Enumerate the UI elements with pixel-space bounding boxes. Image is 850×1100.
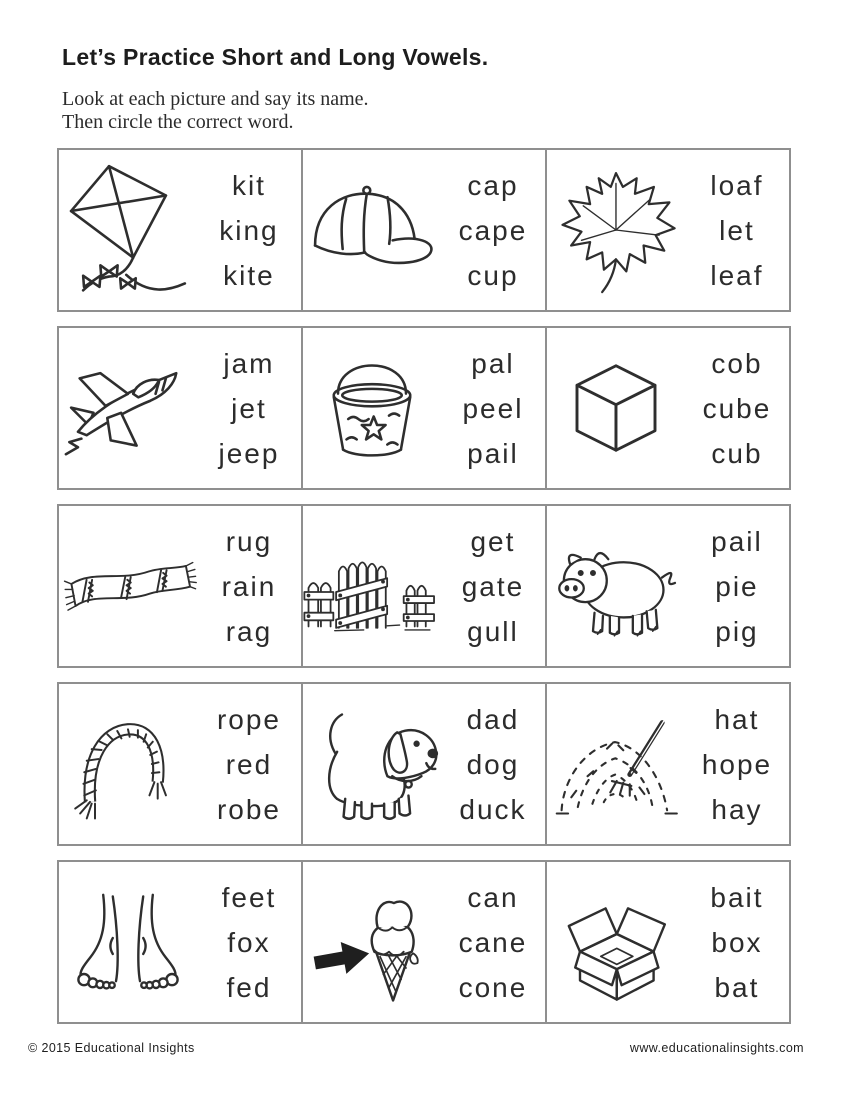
cap-image xyxy=(303,150,441,310)
cell-leaf xyxy=(545,150,789,310)
word-option[interactable]: jeep xyxy=(218,437,280,469)
cell-gate xyxy=(301,506,545,666)
word-option[interactable]: rope xyxy=(216,703,281,735)
worksheet-grid xyxy=(57,148,791,1038)
word-option[interactable]: cape xyxy=(458,214,528,246)
word-option[interactable]: kite xyxy=(223,259,275,291)
word-option[interactable]: hay xyxy=(711,793,763,825)
cell-pig xyxy=(545,506,789,666)
word-option[interactable]: pail xyxy=(467,437,519,469)
word-option[interactable]: box xyxy=(711,926,763,958)
word-option[interactable]: cube xyxy=(702,392,772,424)
grid-row-3 xyxy=(57,504,791,668)
instructions-line-2: Then circle the correct word. xyxy=(62,111,294,133)
word-option[interactable]: cap xyxy=(467,169,519,201)
cell-hay xyxy=(545,684,789,844)
word-option[interactable]: fox xyxy=(227,926,271,958)
word-option[interactable]: can xyxy=(467,881,519,913)
cell-ice-cream-cone xyxy=(301,862,545,1022)
word-option[interactable]: duck xyxy=(459,793,527,825)
word-option[interactable]: jet xyxy=(231,392,267,424)
pail-image xyxy=(303,328,441,488)
word-option[interactable]: fed xyxy=(226,971,272,1003)
rug-image xyxy=(59,506,197,666)
copyright-text: © 2015 Educational Insights xyxy=(28,1041,195,1055)
word-option[interactable]: pig xyxy=(715,615,759,647)
word-option[interactable]: get xyxy=(470,525,516,557)
pig-image xyxy=(547,506,685,666)
word-option[interactable]: cane xyxy=(458,926,528,958)
grid-row-2 xyxy=(57,326,791,490)
word-option[interactable]: leaf xyxy=(710,259,764,291)
kite-image xyxy=(59,150,197,310)
cube-image xyxy=(547,328,685,488)
hay-image xyxy=(547,684,685,844)
word-option[interactable]: pal xyxy=(471,347,515,379)
word-option[interactable]: pie xyxy=(715,570,759,602)
word-option[interactable]: loaf xyxy=(710,169,764,201)
cell-kite xyxy=(59,150,301,310)
website-url: www.educationalinsights.com xyxy=(629,1041,804,1055)
word-option[interactable]: cob xyxy=(711,347,763,379)
page-title: Let’s Practice Short and Long Vowels. xyxy=(62,44,489,70)
word-option[interactable]: peel xyxy=(462,392,524,424)
word-option[interactable]: hat xyxy=(714,703,760,735)
dog-image xyxy=(303,684,441,844)
cell-box xyxy=(545,862,789,1022)
word-option[interactable]: dad xyxy=(466,703,520,735)
cell-cube xyxy=(545,328,789,488)
grid-row-4 xyxy=(57,682,791,846)
word-option[interactable]: gate xyxy=(461,570,525,602)
cell-jet xyxy=(59,328,301,488)
word-option[interactable]: let xyxy=(719,214,755,246)
cell-rug xyxy=(59,506,301,666)
word-option[interactable]: rain xyxy=(221,570,277,602)
word-option[interactable]: rug xyxy=(225,525,273,557)
ice-cream-cone-image xyxy=(303,862,441,1022)
jet-image xyxy=(59,328,197,488)
word-option[interactable]: kit xyxy=(231,169,266,201)
cell-feet xyxy=(59,862,301,1022)
word-option[interactable]: bait xyxy=(710,881,764,913)
word-option[interactable]: jam xyxy=(223,347,275,379)
cell-rope xyxy=(59,684,301,844)
word-option[interactable]: hope xyxy=(701,748,773,780)
leaf-image xyxy=(547,150,685,310)
cell-pail xyxy=(301,328,545,488)
feet-image xyxy=(59,862,197,1022)
cell-cap xyxy=(301,150,545,310)
word-option[interactable]: gull xyxy=(467,615,519,647)
instructions-line-1: Look at each picture and say its name. xyxy=(62,88,369,110)
cell-dog xyxy=(301,684,545,844)
gate-image xyxy=(303,506,441,666)
pointer-arrow-icon xyxy=(312,937,372,979)
word-option[interactable]: red xyxy=(225,748,273,780)
word-option[interactable]: bat xyxy=(714,971,760,1003)
box-image xyxy=(547,862,685,1022)
word-option[interactable]: cub xyxy=(711,437,763,469)
instructions xyxy=(62,88,369,134)
grid-row-1 xyxy=(57,148,791,312)
word-option[interactable]: cup xyxy=(467,259,519,291)
word-option[interactable]: pail xyxy=(711,525,763,557)
word-option[interactable]: dog xyxy=(466,748,520,780)
word-option[interactable]: cone xyxy=(458,971,528,1003)
word-option[interactable]: king xyxy=(219,214,279,246)
word-option[interactable]: robe xyxy=(216,793,281,825)
word-option[interactable]: rag xyxy=(225,615,273,647)
grid-row-5 xyxy=(57,860,791,1024)
word-option[interactable]: feet xyxy=(221,881,277,913)
rope-image xyxy=(59,684,197,844)
